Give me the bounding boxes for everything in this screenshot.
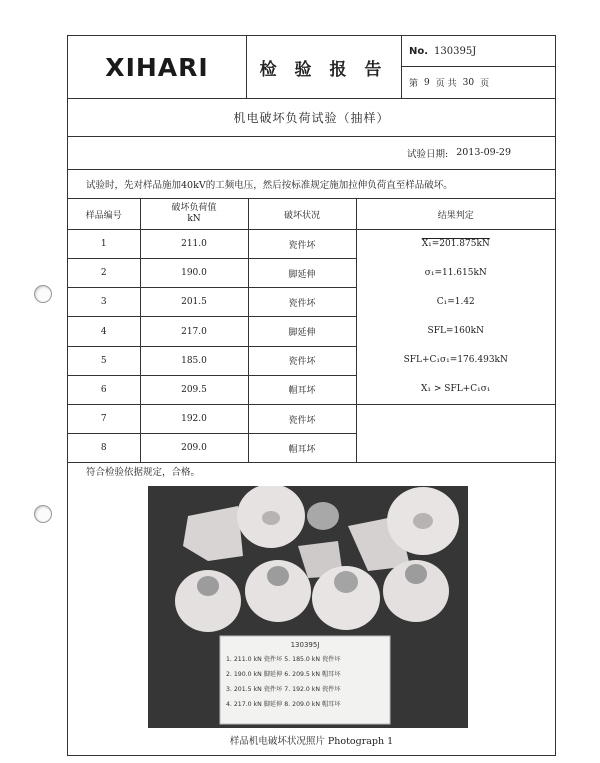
insulator-cap <box>307 502 339 530</box>
report-header <box>68 36 555 99</box>
row-state: 脚延伸 <box>248 317 356 346</box>
page-mid: 页 共 <box>435 79 457 89</box>
row-load: 209.5 <box>140 375 248 404</box>
conclusion: 符合检验依据规定，合格。 <box>86 467 201 478</box>
punch-hole-bottom <box>34 505 52 523</box>
result-c1: C₁=1.42 <box>436 297 475 307</box>
result-comparison: X₁ > SFL+C₁σ₁ <box>421 384 491 394</box>
row-state: 瓷件坏 <box>248 230 356 259</box>
report-number <box>401 36 555 67</box>
result-summary <box>356 230 555 405</box>
punch-hole-top <box>34 285 52 303</box>
test-date <box>68 136 555 170</box>
table-header-row <box>68 199 555 230</box>
row-sample-no: 1 <box>68 230 140 259</box>
table-row <box>68 230 555 259</box>
test-description: 试验时，先对样品施加40kV的工频电压，然后按标准规定施加拉伸负荷直至样品破坏。 <box>68 170 555 199</box>
row-state: 脚延伸 <box>248 259 356 288</box>
page-prefix: 第 <box>409 79 419 89</box>
photo-caption: 样品机电破坏状况照片 Photograph 1 <box>229 736 394 747</box>
header-load-line1: 破坏负荷值 <box>171 203 217 213</box>
card-line: 1. 211.0 kN 瓷件坏 5. 185.0 kN 瓷件坏 <box>226 656 341 663</box>
header-sample: 样品编号 <box>68 199 140 230</box>
card-title: 130395J <box>290 641 320 649</box>
row-state: 帽耳坏 <box>248 375 356 404</box>
row-load: 211.0 <box>140 230 248 259</box>
row-state: 瓷件坏 <box>248 346 356 375</box>
row-load: 209.0 <box>140 434 248 463</box>
sample-photo <box>148 486 468 728</box>
report-number-label: No. <box>409 45 429 57</box>
row-load: 185.0 <box>140 346 248 375</box>
report-title: 检 验 报 告 <box>246 36 402 98</box>
header-result: 结果判定 <box>356 199 555 230</box>
row-load: 217.0 <box>140 317 248 346</box>
row-sample-no: 5 <box>68 346 140 375</box>
test-date-label: 试验日期: <box>407 148 449 160</box>
logo-text: XIHARI <box>105 52 209 82</box>
page-suffix: 页 <box>480 79 490 89</box>
row-sample-no: 6 <box>68 375 140 404</box>
result-sigma: σ₁=11.615kN <box>424 268 487 278</box>
report-page <box>67 35 556 756</box>
card-line: 3. 201.5 kN 瓷件坏 7. 192.0 kN 瓷件坏 <box>226 686 341 693</box>
table-row <box>68 405 555 434</box>
row-state: 帽耳坏 <box>248 434 356 463</box>
card-line: 2. 190.0 kN 脚延伸 6. 209.5 kN 帽耳坏 <box>226 671 341 678</box>
row-sample-no: 8 <box>68 434 140 463</box>
row-state: 瓷件坏 <box>248 288 356 317</box>
test-date-value: 2013-09-29 <box>456 147 511 158</box>
test-title: 机电破坏负荷试验（抽样） <box>68 98 555 137</box>
company-logo <box>68 36 247 98</box>
page-current: 9 <box>424 77 430 88</box>
row-load: 201.5 <box>140 288 248 317</box>
row-load: 190.0 <box>140 259 248 288</box>
sample-label-card <box>220 636 390 724</box>
result-mean: X₁=201.875kN <box>421 239 490 249</box>
report-number-value: 130395J <box>434 45 477 57</box>
header-load-unit: kN <box>187 214 201 224</box>
row-sample-no: 4 <box>68 317 140 346</box>
row-load: 192.0 <box>140 405 248 434</box>
header-state: 破坏状况 <box>248 199 356 230</box>
broken-insulators-image <box>148 486 468 728</box>
card-line: 4. 217.0 kN 脚延伸 8. 209.0 kN 帽耳坏 <box>226 701 341 708</box>
row-sample-no: 7 <box>68 405 140 434</box>
page-total: 30 <box>462 77 475 88</box>
result-sfl-c1: SFL+C₁σ₁=176.493kN <box>403 355 508 365</box>
row-sample-no: 2 <box>68 259 140 288</box>
row-sample-no: 3 <box>68 288 140 317</box>
page-indicator <box>401 67 555 98</box>
results-table <box>68 199 555 463</box>
result-empty-cell <box>356 405 555 463</box>
result-sfl: SFL=160kN <box>427 326 484 336</box>
row-state: 瓷件坏 <box>248 405 356 434</box>
header-load <box>140 199 248 230</box>
